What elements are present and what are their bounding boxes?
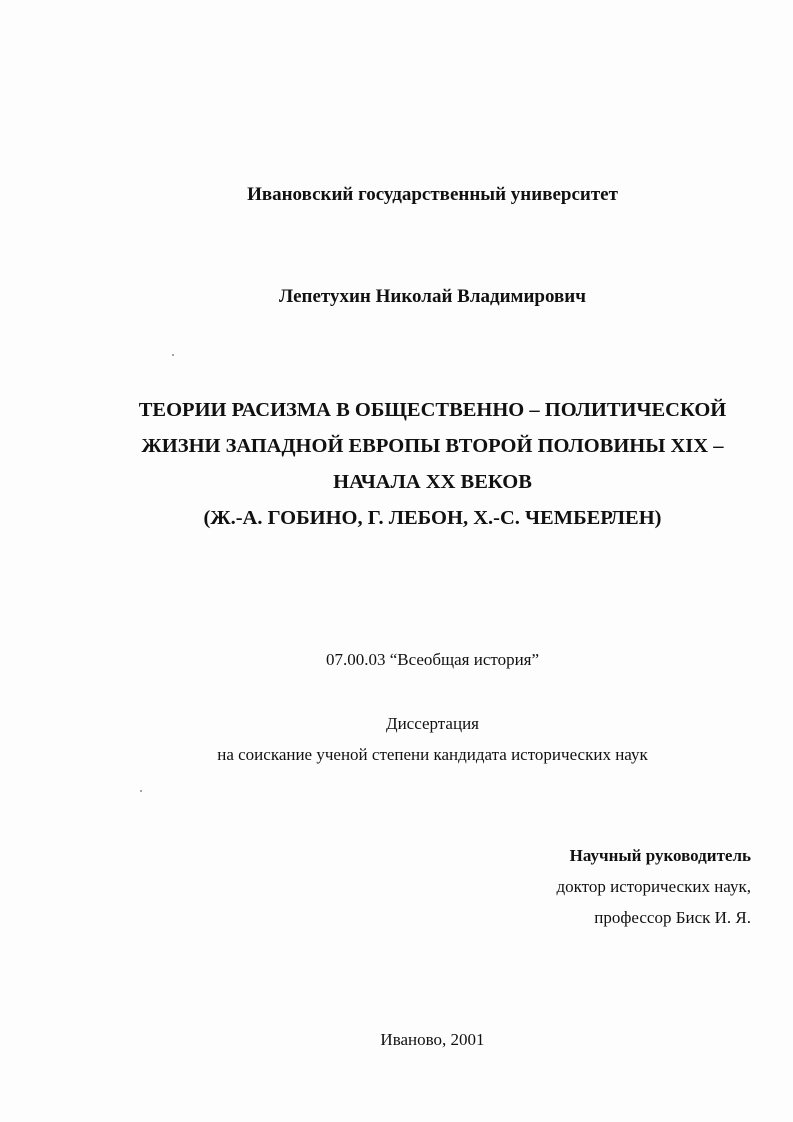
title-line: ТЕОРИИ РАСИЗМА В ОБЩЕСТВЕННО – ПОЛИТИЧЕСКОЙ	[138, 399, 727, 421]
dissertation-title	[36, 392, 793, 536]
university-name: Ивановский государственный университет	[247, 184, 618, 205]
supervisor-name: профессор Биск И. Я.	[594, 908, 751, 927]
degree-sought: на соискание ученой степени кандидата исторических наук	[217, 745, 648, 764]
scan-speck	[172, 354, 174, 356]
specialty-code: 07.00.03 “Всеобщая история”	[325, 650, 540, 669]
supervisor-heading: Научный руководитель	[569, 846, 751, 865]
title-line: ЖИЗНИ ЗАПАДНОЙ ЕВРОПЫ ВТОРОЙ ПОЛОВИНЫ XIX –	[141, 435, 724, 457]
place-and-year: Иваново, 2001	[380, 1030, 485, 1049]
scan-speck	[140, 790, 142, 792]
supervisor-block	[556, 840, 751, 933]
author-name: Лепетухин Николай Владимирович	[279, 286, 586, 307]
title-line: (Ж.-А. ГОБИНО, Г. ЛЕБОН, Х.-С. ЧЕМБЕРЛЕН)	[203, 507, 662, 529]
title-line: НАЧАЛА XX ВЕКОВ	[333, 471, 532, 493]
supervisor-degree: доктор исторических наук,	[556, 877, 751, 896]
document-type: Диссертация	[385, 714, 479, 733]
